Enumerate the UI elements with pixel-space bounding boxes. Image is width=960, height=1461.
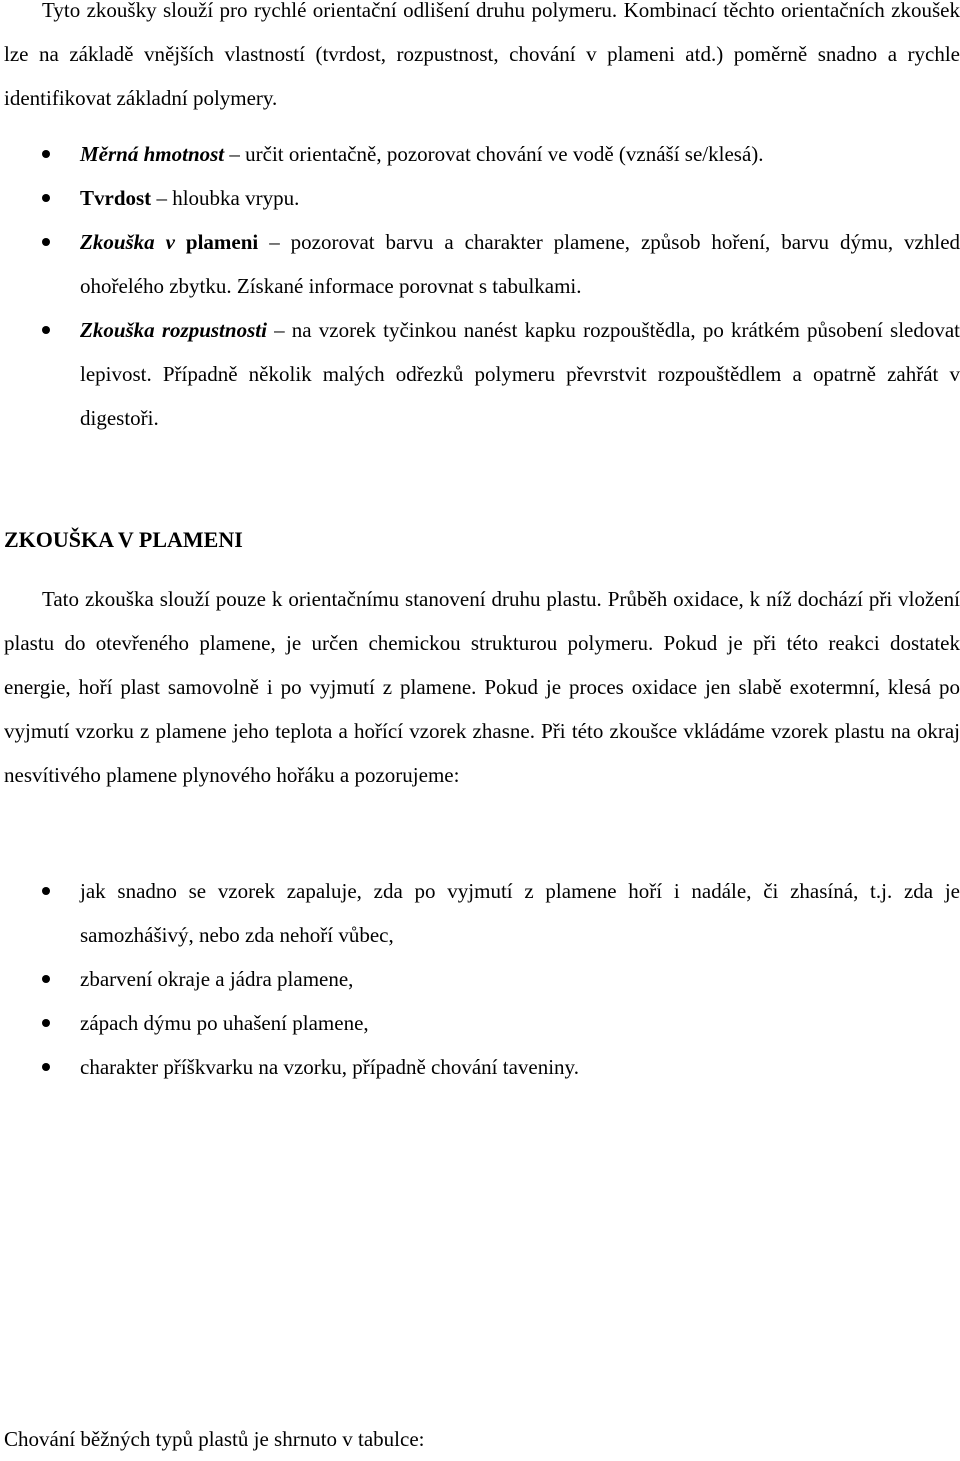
test-description: – pozorovat barvu a charakter plamene, způsob hoření, barvu dýmu, vzhled ohořelého zbytku. Získané informace porovnat s tabulkami. (80, 230, 960, 298)
bullet-icon (42, 1063, 50, 1071)
list-item (0, 1045, 960, 1089)
list-item (0, 308, 960, 440)
observation-text: zápach dýmu po uhašení plamene, (80, 1011, 369, 1035)
list-item (0, 176, 960, 220)
list-item (0, 132, 960, 176)
orientation-tests-list (0, 132, 960, 440)
observation-text: jak snadno se vzorek zapaluje, zda po vyjmutí z plamene hoří i nadále, či zhasíná, t.j. zda je samozhášivý, nebo zda nehoří vůbec, (80, 879, 960, 947)
bullet-icon (42, 887, 50, 895)
flame-test-paragraph: Tato zkouška slouží pouze k orientačnímu stanovení druhu plastu. Průběh oxidace, k níž dochází při vložení plastu do otevřeného plamene, je určen chemickou strukturou polymeru. Pokud je při této reakci dostatek energie, hoří plast samovolně i po vyjmutí z plamene. Pokud je proces oxidace jen slabě exotermní, klesá po vyjmutí vzorku z plamene jeho teplota a hořící vzorek zhasne. Při této zkoušce vkládáme vzorek plastu na okraj nesvítivého plamene plynového hořáku a pozorujeme: (4, 587, 960, 787)
test-description: – na vzorek tyčinkou nanést kapku rozpouštědla, po krátkém působení sledovat lepivost. Případně několik malých odřezků polymeru převrstvit rozpouštědlem a opatrně zahřát v digestoři. (80, 318, 960, 430)
bullet-icon (42, 150, 50, 158)
list-item (0, 220, 960, 308)
test-description: – určit orientačně, pozorovat chování ve vodě (vznáší se/klesá). (224, 142, 764, 166)
observations-list (0, 869, 960, 1089)
bullet-icon (42, 975, 50, 983)
table-caption: Chování běžných typů plastů je shrnuto v tabulce: (4, 1427, 425, 1451)
test-description: – hloubka vrypu. (151, 186, 300, 210)
test-term: Měrná hmotnost (80, 142, 225, 166)
test-term: Zkouška rozpustnosti (80, 318, 267, 342)
test-term: Tvrdost (80, 186, 152, 210)
section-heading: ZKOUŠKA V PLAMENI (4, 527, 243, 552)
observation-text: zbarvení okraje a jádra plamene, (80, 967, 354, 991)
list-item (0, 957, 960, 1001)
intro-paragraph: Tyto zkoušky slouží pro rychlé orientační odlišení druhu polymeru. Kombinací těchto orientačních zkoušek lze na základě vnějších vlastností (tvrdost, rozpustnost, chování v plameni atd.) poměrně snadno a rychle identifikovat základní polymery. (4, 0, 960, 110)
observation-text: charakter příškvarku na vzorku, případně chování taveniny. (80, 1055, 579, 1079)
bullet-icon (42, 238, 50, 246)
bullet-icon (42, 194, 50, 202)
bullet-icon (42, 326, 50, 334)
list-item (0, 869, 960, 957)
list-item (0, 1001, 960, 1045)
test-term-part: Zkouška v (80, 230, 186, 254)
bullet-icon (42, 1019, 50, 1027)
test-term-part: plameni (185, 230, 259, 254)
